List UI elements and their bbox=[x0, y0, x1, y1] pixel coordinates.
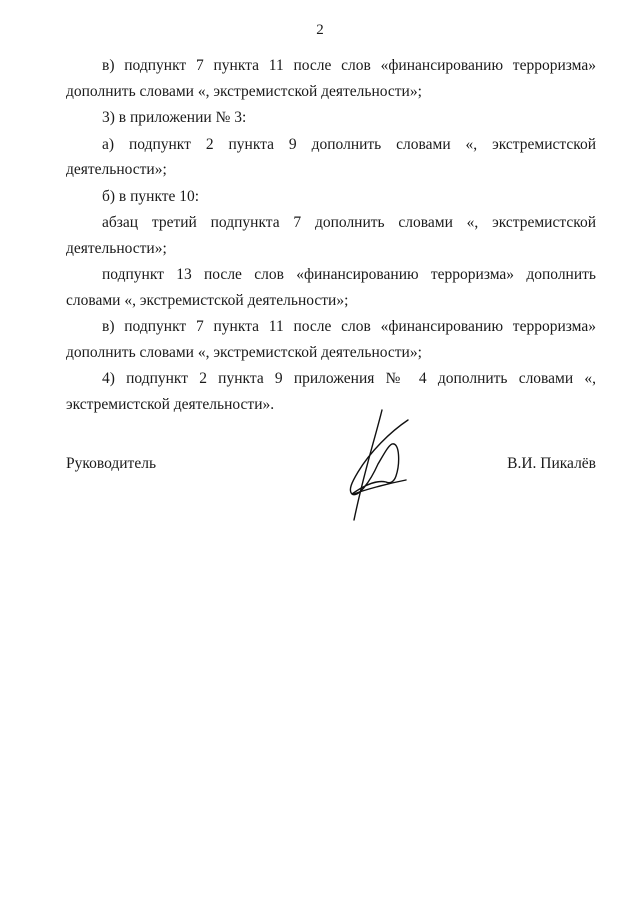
paragraph: в) подпункт 7 пункта 11 после слов «финансированию терроризма» дополнить словами «, экстремистской деятельности»; bbox=[66, 318, 596, 361]
paragraph: в) подпункт 7 пункта 11 после слов «финансированию терроризма» дополнить словами «, экстремистской деятельности»; bbox=[66, 57, 596, 100]
paragraph: б) в пункте 10: bbox=[102, 187, 200, 205]
paragraph: 3) в приложении № 3: bbox=[102, 109, 247, 126]
paragraph: а) подпункт 2 пункта 9 дополнить словами «, экстремистской деятельности»; bbox=[66, 135, 596, 178]
paragraph: абзац третий подпункта 7 дополнить словами «, экстремистской деятельности»; bbox=[66, 214, 596, 257]
page-number: 2 bbox=[316, 22, 324, 38]
handwritten-signature bbox=[330, 402, 420, 527]
paragraph: подпункт 13 после слов «финансированию терроризма» дополнить словами «, экстремистской деятельности»; bbox=[66, 266, 596, 309]
paragraph: 4) подпункт 2 пункта 9 приложения № 4 дополнить словами «, экстремистской деятельности». bbox=[66, 370, 596, 413]
signatory-name: В.И. Пикалёв bbox=[507, 455, 596, 472]
document-body bbox=[66, 53, 596, 417]
signatory-title: Руководитель bbox=[66, 455, 157, 472]
